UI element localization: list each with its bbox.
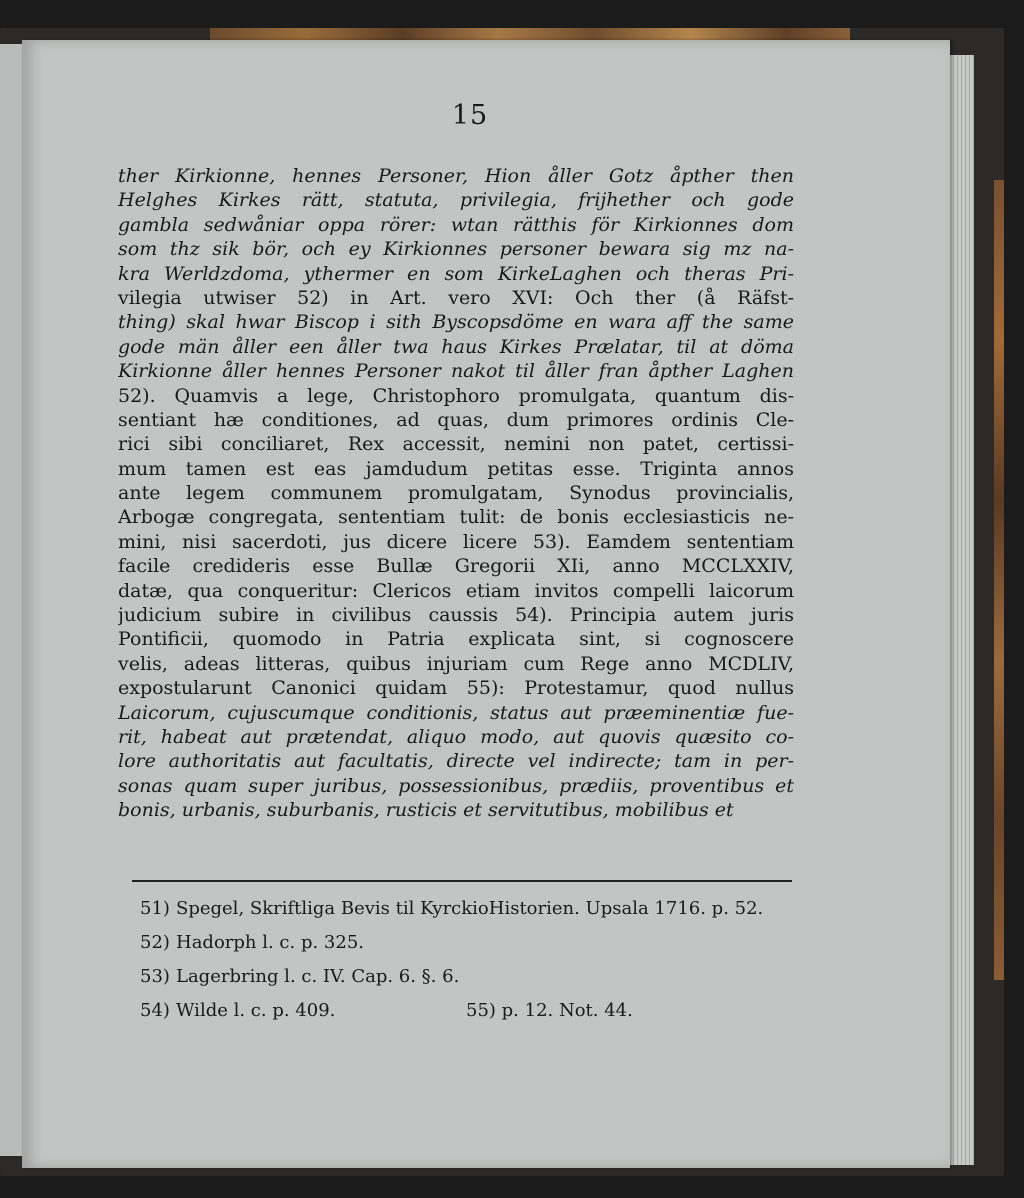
text-line: Kirkionne åller hennes Personer nakot til åller fran åpther Laghen xyxy=(118,360,794,383)
footnote-text: Wilde l. c. p. 409. xyxy=(176,1000,336,1021)
text-line: mini, nisi sacerdoti, jus dicere licere 53). Eamdem sententiam xyxy=(118,530,794,553)
text-line: Arbogæ congregata, sententiam tulit: de bonis ecclesiasticis ne- xyxy=(118,506,794,529)
footnotes xyxy=(140,892,800,1028)
footnote xyxy=(140,960,800,994)
text-line: gode män åller een åller twa haus Kirkes Prælatar, til at döma xyxy=(118,335,794,358)
text-line: facile credideris esse Bullæ Gregorii XIi, anno MCCLXXIV, xyxy=(118,555,794,578)
book-page xyxy=(22,40,950,1168)
footnote-text: 55) p. 12. Not. 44. xyxy=(466,1000,633,1021)
footnote-rule xyxy=(132,880,792,882)
footnote-text: Lagerbring l. c. IV. Cap. 6. §. 6. xyxy=(176,966,460,987)
text-line: 52). Quamvis a lege, Christophoro promulgata, quantum dis- xyxy=(118,384,794,407)
footnote-text: Hadorph l. c. p. 325. xyxy=(176,932,364,953)
text-line: Pontificii, quomodo in Patria explicata sint, si cognoscere xyxy=(118,628,794,651)
text-line: rit, habeat aut prætendat, aliquo modo, aut quovis quæsito co- xyxy=(118,725,794,748)
text-line: gambla sedwåniar oppa rörer: wtan rätthis för Kirkionnes dom xyxy=(118,213,794,236)
text-line: ante legem communem promulgatam, Synodus provincialis, xyxy=(118,482,794,505)
text-line: bonis, urbanis, suburbanis, rusticis et servitutibus, mobilibus et xyxy=(118,799,734,822)
marbled-edge-right xyxy=(994,180,1004,980)
footnote xyxy=(140,994,800,1028)
text-line: sonas quam super juribus, possessionibus, prædiis, proventibus et xyxy=(118,774,794,797)
body-text xyxy=(118,164,794,823)
text-line: thing) skal hwar Biscop i sith Byscopsdöme en wara aff the same xyxy=(118,311,794,334)
text-line: som thz sik bör, och ey Kirkionnes personer bewara sig mz na- xyxy=(118,238,794,261)
text-line: vilegia utwiser 52) in Art. vero XVI: Och ther (å Räfst- xyxy=(118,286,794,309)
text-line: datæ, qua conqueritur: Clericos etiam invitos compelli laicorum xyxy=(118,579,794,602)
text-line: judicium subire in civilibus caussis 54). Principia autem juris xyxy=(118,604,794,627)
text-line: velis, adeas litteras, quibus injuriam cum Rege anno MCDLIV, xyxy=(118,652,794,675)
footnote-number: 52) xyxy=(140,932,170,953)
text-line: mum tamen est eas jamdudum petitas esse. Triginta annos xyxy=(118,457,794,480)
text-line: Helghes Kirkes rätt, statuta, privilegia, frijhether och gode xyxy=(118,189,794,212)
text-line: expostularunt Canonici quidam 55): Protestamur, quod nullus xyxy=(118,677,794,700)
text-line: kra Werldzdoma, ythermer en som KirkeLaghen och theras Pri- xyxy=(118,262,794,285)
footnote-number: 51) xyxy=(140,898,170,919)
text-line: sentiant hæ conditiones, ad quas, dum primores ordinis Cle- xyxy=(118,408,794,431)
text-line: rici sibi conciliaret, Rex accessit, nemini non patet, certissi- xyxy=(118,433,794,456)
footnote-number: 54) xyxy=(140,1000,170,1021)
footnote xyxy=(140,892,800,926)
footnote-text: Spegel, Skriftliga Bevis til KyrckioHistorien. Upsala 1716. p. 52. xyxy=(176,898,764,919)
text-line: Laicorum, cujuscumque conditionis, status aut præeminentiæ fue- xyxy=(118,701,794,724)
page-number: 15 xyxy=(451,100,489,131)
text-line: lore authoritatis aut facultatis, directe vel indirecte; tam in per- xyxy=(118,750,794,773)
footnote xyxy=(140,926,800,960)
footnote-number: 53) xyxy=(140,966,170,987)
text-line: ther Kirkionne, hennes Personer, Hion åller Gotz åpther then xyxy=(118,165,794,187)
